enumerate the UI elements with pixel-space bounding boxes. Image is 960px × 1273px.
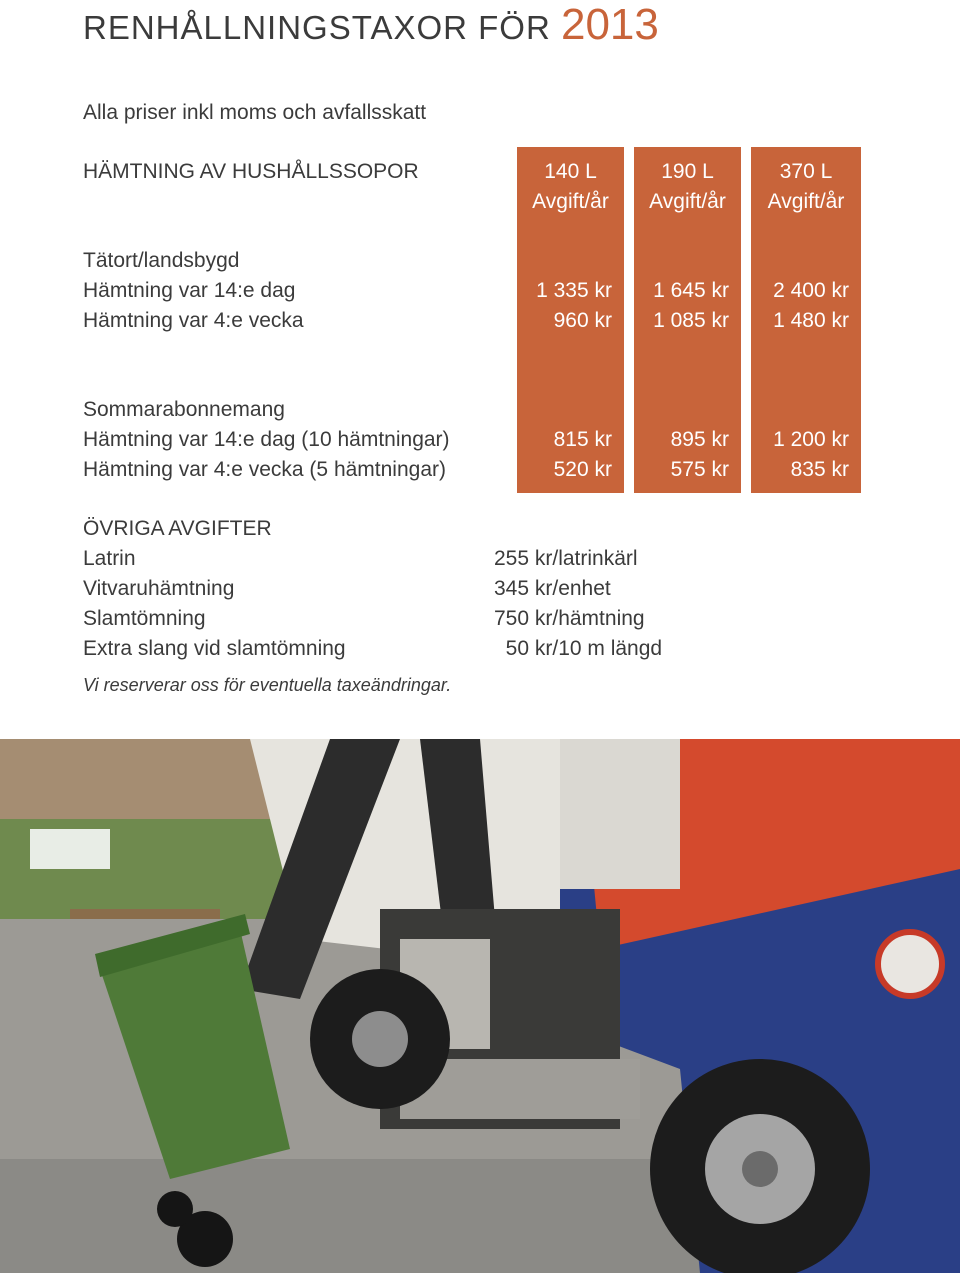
column-unit: Avgift/år [649, 190, 726, 213]
price-cell: 960 kr [553, 309, 612, 332]
column-size: 140 L [544, 160, 597, 183]
fee-value: 50 kr/10 m längd [494, 637, 663, 660]
price-cell: 575 kr [670, 458, 729, 481]
title-text: RENHÅLLNINGSTAXOR FÖR [83, 9, 551, 46]
group-label: Sommarabonnemang [83, 398, 285, 421]
price-cell: 1 200 kr [773, 428, 849, 451]
price-cell: 520 kr [553, 458, 612, 481]
row-label: Hämtning var 14:e dag [83, 279, 296, 302]
truck-photo-illustration [0, 739, 960, 1273]
price-column-370l [751, 147, 861, 493]
price-cell: 835 kr [790, 458, 849, 481]
price-cell: 2 400 kr [773, 279, 849, 302]
price-cell: 1 645 kr [653, 279, 729, 302]
column-unit: Avgift/år [532, 190, 609, 213]
price-cell: 895 kr [670, 428, 729, 451]
fee-label: Latrin [83, 547, 136, 570]
household-heading: HÄMTNING AV HUSHÅLLSSOPOR [83, 160, 419, 183]
price-cell: 1 335 kr [536, 279, 612, 302]
price-column-190l [634, 147, 741, 493]
row-label: Hämtning var 14:e dag (10 hämtningar) [83, 428, 450, 451]
fee-value: 750 kr/hämtning [494, 607, 645, 630]
fee-label: Vitvaruhämtning [83, 577, 235, 600]
column-size: 370 L [779, 160, 833, 183]
row-label: Hämtning var 4:e vecka [83, 309, 304, 332]
price-cell: 1 085 kr [653, 309, 729, 332]
title-year: 2013 [560, 0, 659, 49]
page-title [83, 0, 659, 50]
other-heading: ÖVRIGA AVGIFTER [83, 517, 272, 540]
row-label: Hämtning var 4:e vecka (5 hämtningar) [83, 458, 446, 481]
price-column-140l [517, 147, 624, 493]
fee-value: 345 kr/enhet [494, 577, 611, 600]
intro-text: Alla priser inkl moms och avfallsskatt [83, 101, 427, 124]
fee-label: Slamtömning [83, 607, 206, 630]
fee-value: 255 kr/latrinkärl [494, 547, 638, 570]
disclaimer-note: Vi reserverar oss för eventuella taxeändringar. [83, 675, 452, 695]
fee-label: Extra slang vid slamtömning [83, 637, 346, 660]
column-size: 190 L [661, 160, 714, 183]
group-label: Tätort/landsbygd [83, 249, 240, 272]
price-cell: 1 480 kr [773, 309, 849, 332]
price-cell: 815 kr [553, 428, 612, 451]
column-unit: Avgift/år [767, 190, 845, 213]
truck-photo [0, 739, 960, 1273]
